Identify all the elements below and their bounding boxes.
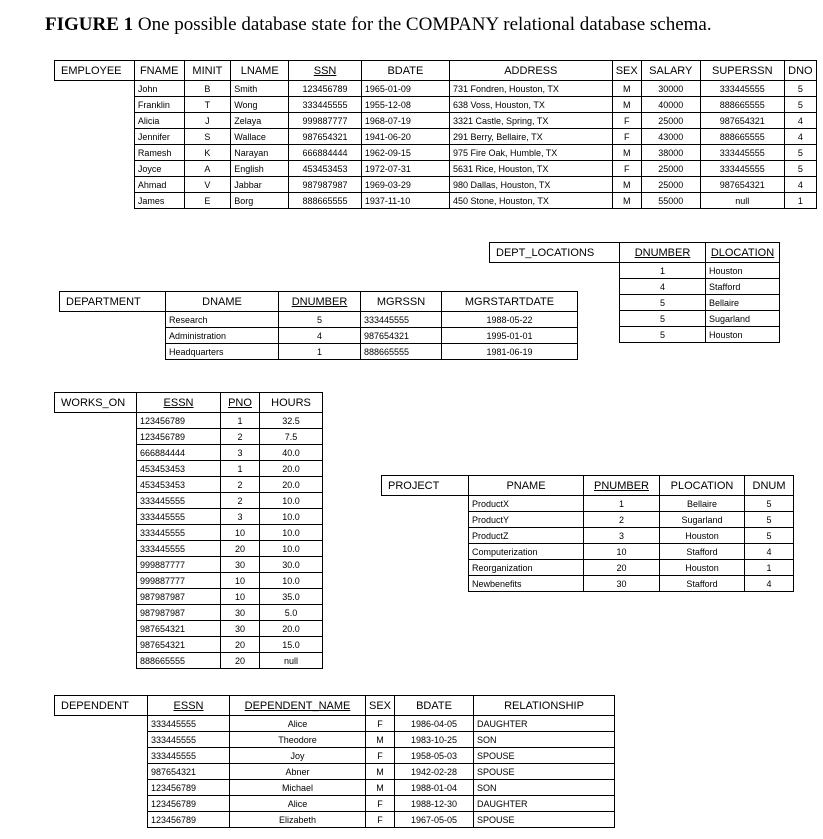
employee-cell: 666884444	[289, 145, 362, 161]
table-row	[55, 193, 817, 209]
employee-column-header: ADDRESS	[449, 61, 612, 81]
figure-label: FIGURE 1	[45, 14, 134, 35]
department-cell: 987654321	[361, 328, 442, 344]
works_on-cell: 30	[221, 605, 260, 621]
works_on-cell: 453453453	[137, 477, 221, 493]
employee-cell: Ramesh	[134, 145, 184, 161]
employee-cell: 888665555	[700, 129, 784, 145]
works_on-cell: 20.0	[260, 477, 323, 493]
works_on-cell: 20.0	[260, 621, 323, 637]
project-cell: Stafford	[660, 544, 745, 560]
project-cell: Houston	[660, 528, 745, 544]
project-cell: 5	[745, 512, 794, 528]
project-column-header: DNUM	[745, 476, 794, 496]
project-cell: ProductZ	[469, 528, 584, 544]
employee-cell: 5631 Rice, Houston, TX	[449, 161, 612, 177]
employee-column-header: BDATE	[361, 61, 449, 81]
employee-column-header: SALARY	[641, 61, 700, 81]
works_on-cell: 3	[221, 445, 260, 461]
employee-column-header: LNAME	[231, 61, 289, 81]
employee-cell: 987654321	[289, 129, 362, 145]
employee-cell: 4	[784, 177, 816, 193]
dept_locations-cell: Bellaire	[706, 295, 780, 311]
table-row	[55, 161, 817, 177]
dependent-column-header: RELATIONSHIP	[474, 696, 615, 716]
employee-cell: 4	[784, 129, 816, 145]
dependent-cell: Theodore	[230, 732, 366, 748]
dependent-cell: M	[366, 780, 395, 796]
employee-cell: M	[612, 193, 641, 209]
project-cell: ProductY	[469, 512, 584, 528]
dependent-header-row	[55, 696, 615, 716]
table-row	[55, 716, 615, 732]
employee-cell: 333445555	[700, 81, 784, 97]
department-column-header: DNUMBER	[279, 292, 361, 312]
table-row	[382, 512, 794, 528]
works_on-cell: 10	[221, 589, 260, 605]
employee-cell: Zelaya	[231, 113, 289, 129]
dept_locations-cell: Houston	[706, 263, 780, 279]
dependent-table	[54, 695, 615, 828]
works_on-cell: 987654321	[137, 637, 221, 653]
table-row	[382, 528, 794, 544]
works_on-cell: 5.0	[260, 605, 323, 621]
project-cell: Newbenefits	[469, 576, 584, 592]
dependent-cell: SPOUSE	[474, 748, 615, 764]
employee-column-header: SEX	[612, 61, 641, 81]
dependent-cell: 123456789	[148, 796, 230, 812]
dependent-cell: F	[366, 796, 395, 812]
works_on-cell: 999887777	[137, 573, 221, 589]
dependent-cell: 123456789	[148, 812, 230, 828]
table-row	[55, 541, 323, 557]
works_on-cell: 2	[221, 477, 260, 493]
dependent-cell: 1967-05-05	[395, 812, 474, 828]
employee-cell: K	[184, 145, 231, 161]
employee-cell: Narayan	[231, 145, 289, 161]
works_on-column-header: ESSN	[137, 393, 221, 413]
works_on-cell: 666884444	[137, 445, 221, 461]
dependent-cell: 987654321	[148, 764, 230, 780]
employee-cell: M	[612, 177, 641, 193]
works_on-cell: 333445555	[137, 525, 221, 541]
employee-cell: Smith	[231, 81, 289, 97]
works_on-cell: 7.5	[260, 429, 323, 445]
employee-cell: 987654321	[700, 177, 784, 193]
table-row	[55, 796, 615, 812]
dependent-cell: Abner	[230, 764, 366, 780]
employee-column-header: SUPERSSN	[700, 61, 784, 81]
dependent-cell: SON	[474, 732, 615, 748]
works_on-header-row	[55, 393, 323, 413]
dependent-cell: F	[366, 748, 395, 764]
dependent-cell: Alice	[230, 716, 366, 732]
project-cell: 20	[584, 560, 660, 576]
table-row	[55, 413, 323, 429]
employee-cell: 1955-12-08	[361, 97, 449, 113]
project-cell: Bellaire	[660, 496, 745, 512]
project-column-header: PLOCATION	[660, 476, 745, 496]
employee-column-header: DNO	[784, 61, 816, 81]
figure-caption: One possible database state for the COMPANY relational database schema.	[133, 14, 712, 35]
department-column-header: MGRSTARTDATE	[442, 292, 578, 312]
dependent-cell: F	[366, 812, 395, 828]
employee-cell: 5	[784, 81, 816, 97]
works_on-cell: 123456789	[137, 429, 221, 445]
works_on-cell: 20	[221, 637, 260, 653]
works_on-cell: 40.0	[260, 445, 323, 461]
employee-cell: null	[700, 193, 784, 209]
employee-table	[54, 60, 817, 209]
works_on-cell: 10.0	[260, 573, 323, 589]
table-row	[382, 576, 794, 592]
project-cell: 4	[745, 576, 794, 592]
department-cell: 1988-05-22	[442, 312, 578, 328]
dependent-cell: 333445555	[148, 732, 230, 748]
dependent-cell: SPOUSE	[474, 764, 615, 780]
dependent-cell: 1958-05-03	[395, 748, 474, 764]
employee-cell: James	[134, 193, 184, 209]
employee-cell: 1	[784, 193, 816, 209]
department-cell: 888665555	[361, 344, 442, 360]
dependent-cell: 1988-01-04	[395, 780, 474, 796]
employee-cell: 980 Dallas, Houston, TX	[449, 177, 612, 193]
table-row	[382, 560, 794, 576]
dependent-column-header: SEX	[366, 696, 395, 716]
employee-cell: 38000	[641, 145, 700, 161]
table-row	[55, 621, 323, 637]
project-relation-name: PROJECT	[382, 476, 469, 496]
employee-cell: 1968-07-19	[361, 113, 449, 129]
department-cell: 333445555	[361, 312, 442, 328]
dependent-column-header: DEPENDENT_NAME	[230, 696, 366, 716]
employee-cell: T	[184, 97, 231, 113]
works_on-cell: 1	[221, 413, 260, 429]
works_on-cell: 2	[221, 429, 260, 445]
employee-cell: 5	[784, 161, 816, 177]
dept_locations-cell: 5	[620, 311, 706, 327]
table-row	[55, 780, 615, 796]
department-cell: 5	[279, 312, 361, 328]
dept_locations-cell: 5	[620, 327, 706, 343]
employee-cell: V	[184, 177, 231, 193]
dept_locations-cell: 4	[620, 279, 706, 295]
employee-cell: 5	[784, 145, 816, 161]
department-cell: Administration	[166, 328, 279, 344]
project-cell: Sugarland	[660, 512, 745, 528]
employee-cell: Borg	[231, 193, 289, 209]
employee-cell: 1937-11-10	[361, 193, 449, 209]
project-cell: 1	[745, 560, 794, 576]
works_on-cell: 333445555	[137, 541, 221, 557]
dept_locations-cell: Stafford	[706, 279, 780, 295]
department-cell: Research	[166, 312, 279, 328]
employee-cell: Franklin	[134, 97, 184, 113]
employee-cell: M	[612, 145, 641, 161]
employee-cell: J	[184, 113, 231, 129]
table-row	[55, 812, 615, 828]
works_on-cell: 35.0	[260, 589, 323, 605]
works_on-cell: 10	[221, 573, 260, 589]
dependent-cell: F	[366, 716, 395, 732]
employee-cell: 291 Berry, Bellaire, TX	[449, 129, 612, 145]
employee-cell: 55000	[641, 193, 700, 209]
employee-cell: 888665555	[289, 193, 362, 209]
works_on-cell: 333445555	[137, 509, 221, 525]
table-row	[55, 81, 817, 97]
dependent-cell: Michael	[230, 780, 366, 796]
employee-cell: Joyce	[134, 161, 184, 177]
project-header-row	[382, 476, 794, 496]
employee-cell: F	[612, 161, 641, 177]
employee-cell: F	[612, 113, 641, 129]
figure-title	[45, 14, 712, 36]
employee-cell: 25000	[641, 113, 700, 129]
dept_locations-relation-name: DEPT_LOCATIONS	[490, 243, 620, 263]
works_on-cell: 987987987	[137, 589, 221, 605]
employee-cell: 123456789	[289, 81, 362, 97]
employee-cell: English	[231, 161, 289, 177]
employee-cell: 333445555	[700, 161, 784, 177]
table-row	[55, 525, 323, 541]
project-cell: Stafford	[660, 576, 745, 592]
employee-cell: 1972-07-31	[361, 161, 449, 177]
employee-cell: 999887777	[289, 113, 362, 129]
works_on-cell: null	[260, 653, 323, 669]
works_on-cell: 2	[221, 493, 260, 509]
works_on-cell: 32.5	[260, 413, 323, 429]
works_on-cell: 3	[221, 509, 260, 525]
employee-cell: 5	[784, 97, 816, 113]
table-row	[55, 493, 323, 509]
employee-cell: 25000	[641, 177, 700, 193]
table-row	[60, 312, 578, 328]
project-cell: Houston	[660, 560, 745, 576]
table-row	[55, 97, 817, 113]
works_on-cell: 10.0	[260, 525, 323, 541]
table-row	[55, 445, 323, 461]
department-cell: 1	[279, 344, 361, 360]
table-row	[55, 177, 817, 193]
works_on-cell: 453453453	[137, 461, 221, 477]
works_on-cell: 20	[221, 653, 260, 669]
table-row	[55, 653, 323, 669]
table-row	[55, 145, 817, 161]
table-row	[382, 496, 794, 512]
employee-cell: 975 Fire Oak, Humble, TX	[449, 145, 612, 161]
table-row	[55, 637, 323, 653]
table-row	[55, 589, 323, 605]
dependent-cell: 1986-04-05	[395, 716, 474, 732]
project-cell: 5	[745, 528, 794, 544]
department-cell: 1995-01-01	[442, 328, 578, 344]
works_on-cell: 10	[221, 525, 260, 541]
works_on-cell: 10.0	[260, 509, 323, 525]
project-cell: 2	[584, 512, 660, 528]
employee-cell: 25000	[641, 161, 700, 177]
dept_locations-cell: 5	[620, 295, 706, 311]
employee-cell: 3321 Castle, Spring, TX	[449, 113, 612, 129]
table-row	[55, 429, 323, 445]
employee-cell: 450 Stone, Houston, TX	[449, 193, 612, 209]
employee-cell: Ahmad	[134, 177, 184, 193]
works_on-cell: 987654321	[137, 621, 221, 637]
works_on-column-header: HOURS	[260, 393, 323, 413]
works_on-cell: 20.0	[260, 461, 323, 477]
table-row	[55, 573, 323, 589]
works_on-cell: 30	[221, 557, 260, 573]
works_on-cell: 999887777	[137, 557, 221, 573]
project-table	[381, 475, 794, 592]
works_on-cell: 888665555	[137, 653, 221, 669]
project-cell: 4	[745, 544, 794, 560]
employee-cell: S	[184, 129, 231, 145]
employee-cell: B	[184, 81, 231, 97]
dept_locations-cell: 1	[620, 263, 706, 279]
employee-cell: 453453453	[289, 161, 362, 177]
table-row	[55, 732, 615, 748]
employee-cell: 40000	[641, 97, 700, 113]
employee-cell: 4	[784, 113, 816, 129]
project-cell: Reorganization	[469, 560, 584, 576]
project-cell: 1	[584, 496, 660, 512]
project-cell: 5	[745, 496, 794, 512]
employee-header-row	[55, 61, 817, 81]
dependent-column-header: BDATE	[395, 696, 474, 716]
employee-cell: E	[184, 193, 231, 209]
dependent-cell: 1988-12-30	[395, 796, 474, 812]
department-cell: 1981-06-19	[442, 344, 578, 360]
dependent-cell: M	[366, 764, 395, 780]
employee-cell: 888665555	[700, 97, 784, 113]
employee-relation-name: EMPLOYEE	[55, 61, 135, 81]
project-cell: Computerization	[469, 544, 584, 560]
table-row	[55, 129, 817, 145]
employee-cell: Alicia	[134, 113, 184, 129]
table-row	[55, 748, 615, 764]
dept_locations-column-header: DNUMBER	[620, 243, 706, 263]
dependent-cell: Joy	[230, 748, 366, 764]
employee-cell: Jennifer	[134, 129, 184, 145]
table-row	[60, 328, 578, 344]
works_on-cell: 10.0	[260, 493, 323, 509]
dependent-cell: Elizabeth	[230, 812, 366, 828]
employee-cell: M	[612, 81, 641, 97]
table-row	[55, 764, 615, 780]
department-header-row	[60, 292, 578, 312]
dependent-cell: DAUGHTER	[474, 796, 615, 812]
employee-column-header: MINIT	[184, 61, 231, 81]
employee-cell: 731 Fondren, Houston, TX	[449, 81, 612, 97]
dependent-relation-name: DEPENDENT	[55, 696, 148, 716]
project-column-header: PNAME	[469, 476, 584, 496]
project-cell: 30	[584, 576, 660, 592]
employee-column-header: SSN	[289, 61, 362, 81]
employee-cell: A	[184, 161, 231, 177]
department-column-header: MGRSSN	[361, 292, 442, 312]
employee-cell: 30000	[641, 81, 700, 97]
works_on-cell: 30.0	[260, 557, 323, 573]
table-row	[55, 509, 323, 525]
employee-cell: M	[612, 97, 641, 113]
department-table	[59, 291, 578, 360]
employee-cell: John	[134, 81, 184, 97]
employee-cell: Jabbar	[231, 177, 289, 193]
department-column-header: DNAME	[166, 292, 279, 312]
table-row	[55, 477, 323, 493]
employee-cell: Wong	[231, 97, 289, 113]
table-row	[55, 461, 323, 477]
project-column-header: PNUMBER	[584, 476, 660, 496]
dependent-cell: DAUGHTER	[474, 716, 615, 732]
dependent-cell: Alice	[230, 796, 366, 812]
table-row	[55, 113, 817, 129]
employee-cell: 1962-09-15	[361, 145, 449, 161]
dept_locations-cell: Sugarland	[706, 311, 780, 327]
works_on-cell: 30	[221, 621, 260, 637]
project-cell: 3	[584, 528, 660, 544]
employee-cell: 333445555	[289, 97, 362, 113]
works_on-column-header: PNO	[221, 393, 260, 413]
works_on-cell: 1	[221, 461, 260, 477]
employee-cell: F	[612, 129, 641, 145]
employee-column-header: FNAME	[134, 61, 184, 81]
dependent-cell: 1983-10-25	[395, 732, 474, 748]
works_on-cell: 10.0	[260, 541, 323, 557]
dept_locations-column-header: DLOCATION	[706, 243, 780, 263]
table-row	[55, 557, 323, 573]
table-row	[60, 344, 578, 360]
dependent-cell: 333445555	[148, 716, 230, 732]
project-cell: ProductX	[469, 496, 584, 512]
dependent-cell: SPOUSE	[474, 812, 615, 828]
table-row	[382, 544, 794, 560]
dependent-cell: SON	[474, 780, 615, 796]
works_on-cell: 15.0	[260, 637, 323, 653]
project-cell: 10	[584, 544, 660, 560]
employee-cell: 1965-01-09	[361, 81, 449, 97]
works-on-table	[54, 392, 323, 669]
works_on-cell: 20	[221, 541, 260, 557]
dependent-cell: 333445555	[148, 748, 230, 764]
employee-cell: 1941-06-20	[361, 129, 449, 145]
dependent-cell: 123456789	[148, 780, 230, 796]
department-relation-name: DEPARTMENT	[60, 292, 166, 312]
table-row	[490, 263, 780, 279]
dependent-cell: M	[366, 732, 395, 748]
dependent-cell: 1942-02-28	[395, 764, 474, 780]
works_on-cell: 123456789	[137, 413, 221, 429]
employee-cell: 987654321	[700, 113, 784, 129]
employee-cell: 43000	[641, 129, 700, 145]
works_on-relation-name: WORKS_ON	[55, 393, 137, 413]
employee-cell: 1969-03-29	[361, 177, 449, 193]
works_on-cell: 987987987	[137, 605, 221, 621]
employee-cell: 987987987	[289, 177, 362, 193]
department-cell: Headquarters	[166, 344, 279, 360]
dept_locations-header-row	[490, 243, 780, 263]
department-cell: 4	[279, 328, 361, 344]
dept_locations-cell: Houston	[706, 327, 780, 343]
dependent-column-header: ESSN	[148, 696, 230, 716]
employee-cell: Wallace	[231, 129, 289, 145]
works_on-cell: 333445555	[137, 493, 221, 509]
employee-cell: 333445555	[700, 145, 784, 161]
employee-cell: 638 Voss, Houston, TX	[449, 97, 612, 113]
table-row	[55, 605, 323, 621]
